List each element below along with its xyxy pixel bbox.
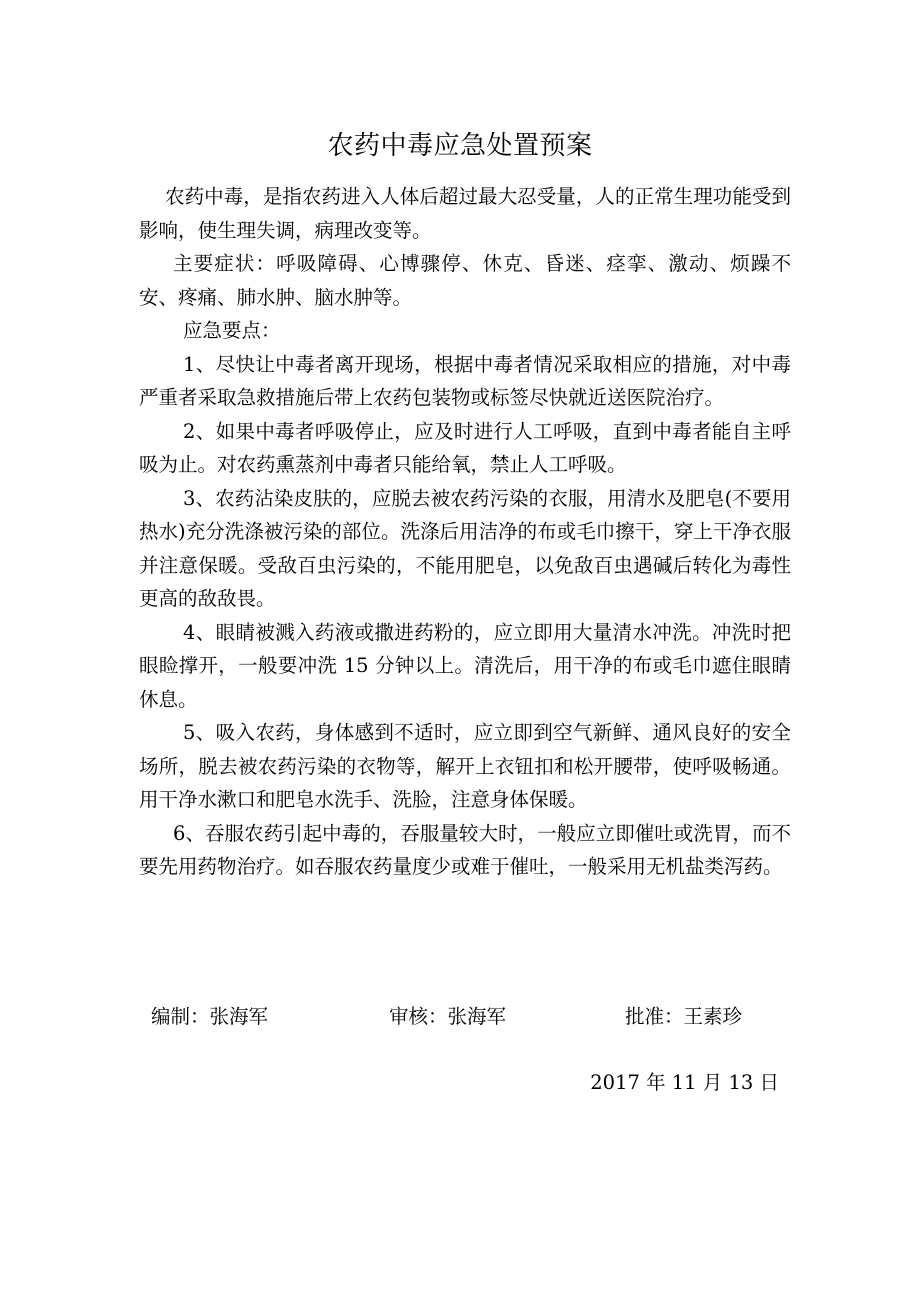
document-title: 农药中毒应急处置预案 bbox=[327, 131, 593, 161]
paragraph-point-4: 4、眼睛被溅入药液或撒进药粉的，应立即用大量清水冲洗。冲洗时把眼睑撑开，一般要冲洗 15 分钟以上。清洗后，用干净的布或毛巾遮住眼睛休息。 bbox=[139, 620, 791, 711]
paragraph-key-points-heading: 应急要点： bbox=[183, 319, 281, 342]
signature-line bbox=[0, 1000, 920, 1034]
compiled-by: 编制：张海军 bbox=[151, 1005, 269, 1028]
paragraph-definition: 农药中毒，是指农药进入人体后超过最大忍受量，人的正常生理功能受到影响，使生理失调，病理改变等。 bbox=[139, 185, 791, 242]
approved-by: 批准：王素珍 bbox=[625, 1005, 743, 1028]
paragraph-point-2: 2、如果中毒者呼吸停止，应及时进行人工呼吸，直到中毒者能自主呼吸为止。对农药熏蒸剂中毒者只能给氧，禁止人工呼吸。 bbox=[139, 419, 791, 476]
paragraph-point-5: 5、吸入农药，身体感到不适时，应立即到空气新鲜、通风良好的安全场所，脱去被农药污染的衣物等，解开上衣钮扣和松开腰带，使呼吸畅通。用干净水漱口和肥皂水洗手、洗脸，注意身体保暖。 bbox=[139, 721, 791, 811]
reviewed-by: 审核：张海军 bbox=[389, 1005, 507, 1028]
document-body bbox=[139, 180, 791, 884]
document-date: 2017 年 11 月 13 日 bbox=[590, 1071, 779, 1094]
paragraph-point-6: 6、吞服农药引起中毒的，吞服量较大时，一般应立即催吐或洗胃，而不要先用药物治疗。如吞服农药量度少或难于催吐，一般采用无机盐类泻药。 bbox=[139, 821, 791, 878]
paragraph-symptoms: 主要症状：呼吸障碍、心博骤停、休克、昏迷、痉挛、激动、烦躁不安、疼痛、肺水肿、脑水肿等。 bbox=[139, 252, 791, 309]
paragraph-point-1: 1、尽快让中毒者离开现场，根据中毒者情况采取相应的措施，对中毒严重者采取急救措施后带上农药包装物或标签尽快就近送医院治疗。 bbox=[139, 352, 791, 409]
paragraph-point-3: 3、农药沾染皮肤的，应脱去被农药污染的衣服，用清水及肥皂(不要用热水)充分洗涤被污染的部位。洗涤后用洁净的布或毛巾擦干，穿上干净衣服并注意保暖。受敌百虫污染的，不能用肥皂，以免敌百虫遇碱后转化为毒性更高的敌敌畏。 bbox=[139, 486, 791, 610]
